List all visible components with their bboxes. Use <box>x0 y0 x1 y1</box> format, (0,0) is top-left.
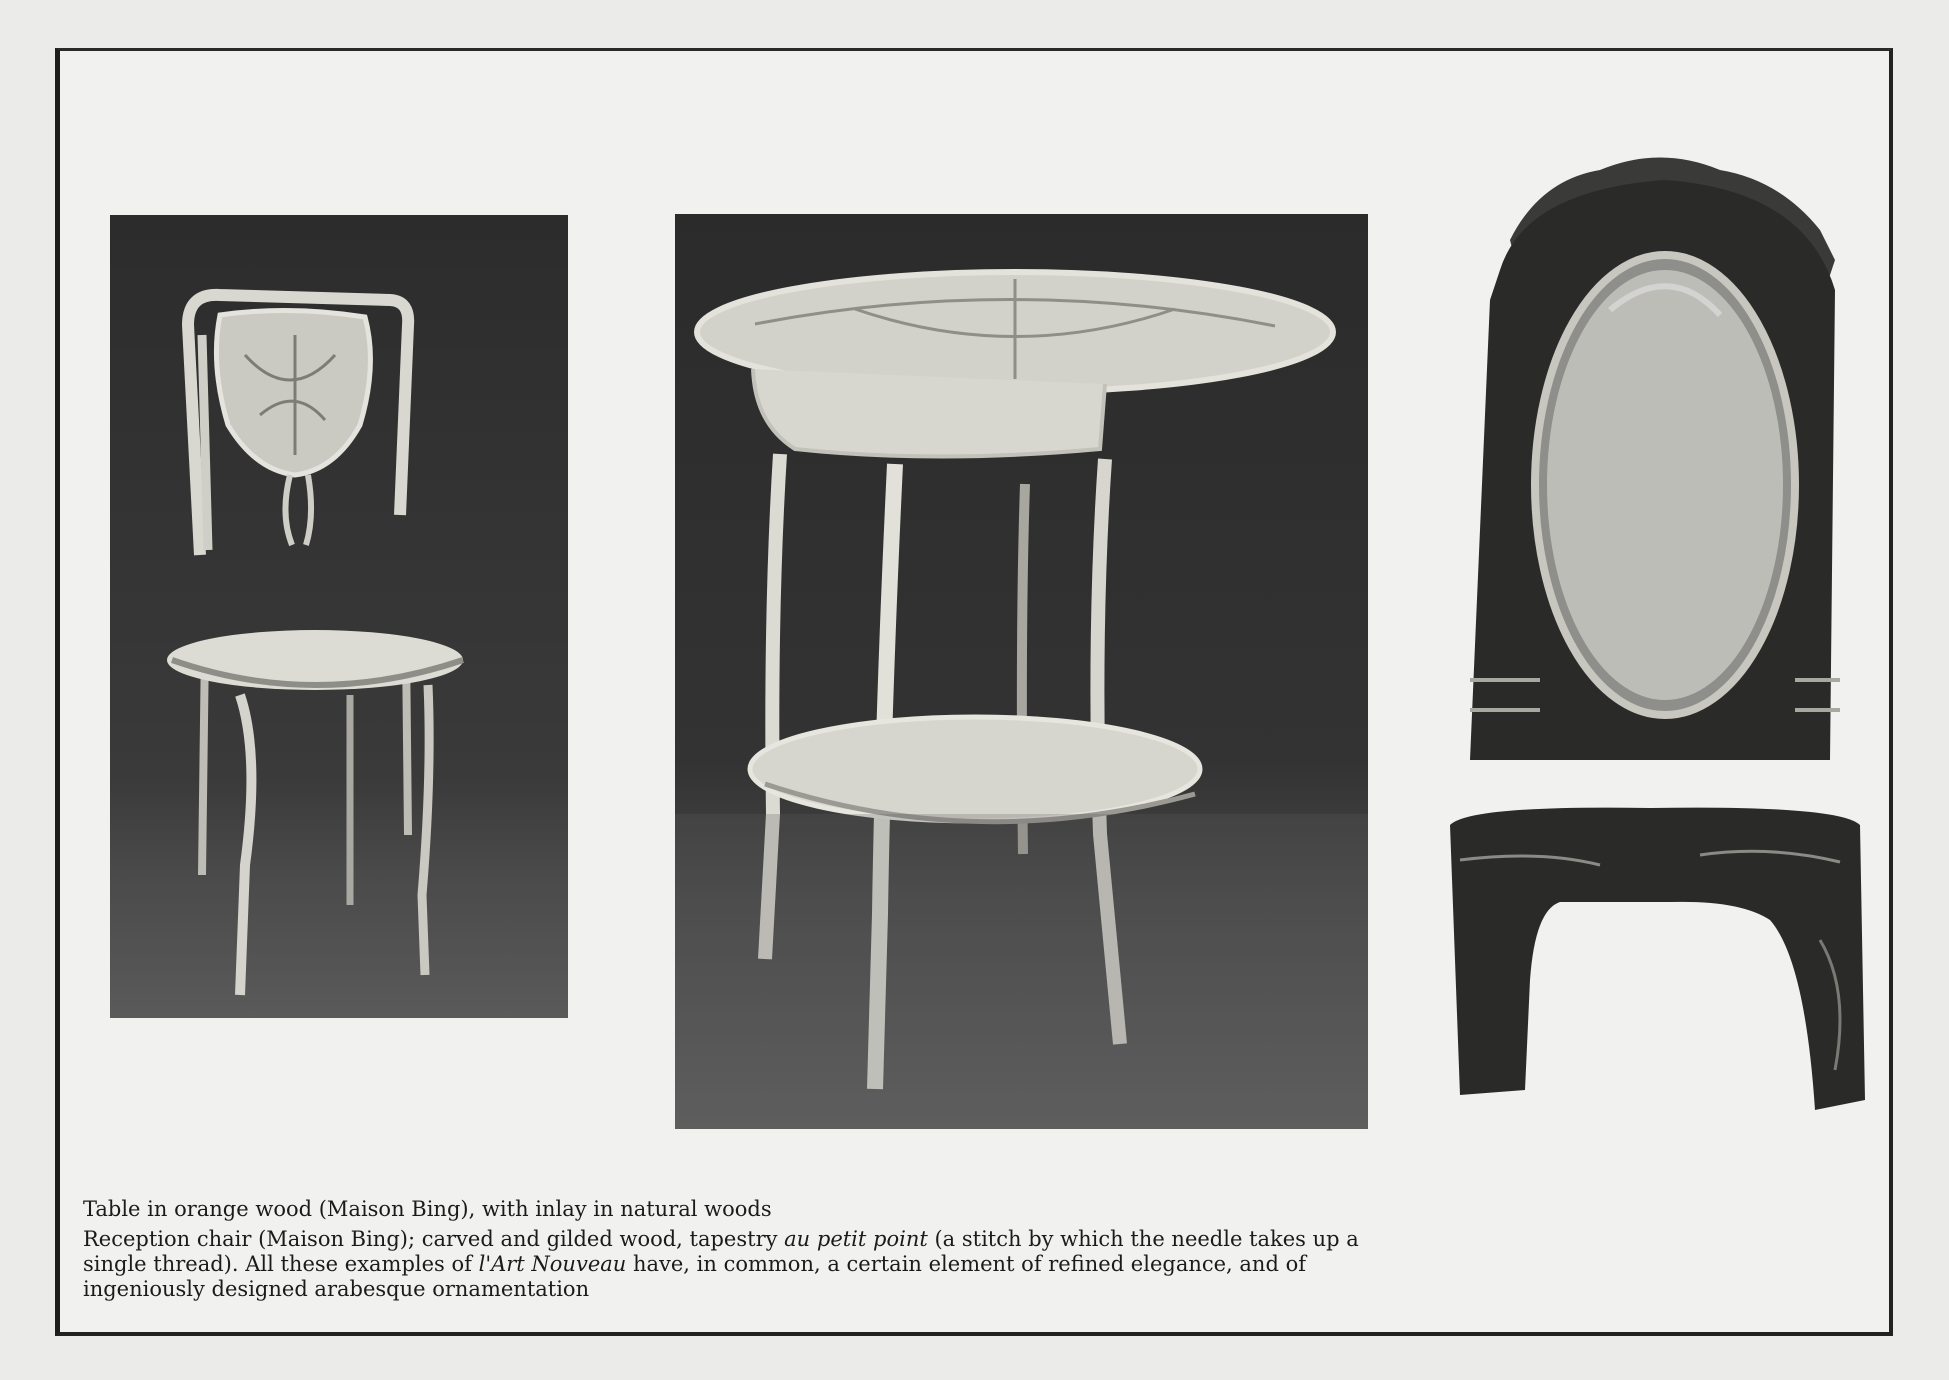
chair-photograph <box>110 215 568 1018</box>
table-illustration <box>675 214 1368 1129</box>
caption-chair-text-3: have, in common, a certain element of refined elegance, and of ingeniously designed arabesque ornamentation <box>83 1252 1306 1301</box>
caption-italic-au-petit-point: au petit point <box>784 1227 928 1251</box>
caption-table: Table in orange wood (Maison Bing), with inlay in natural woods <box>83 1197 772 1221</box>
plate-caption <box>83 1197 1363 1302</box>
mirror-photograph <box>1440 140 1870 1230</box>
table-photograph <box>675 214 1368 1129</box>
caption-chair <box>83 1227 1363 1302</box>
chair-illustration <box>110 215 568 1018</box>
caption-italic-art-nouveau: l'Art Nouveau <box>478 1252 627 1276</box>
caption-chair-text-2: (a stitch by which the needle takes up a single thread). All these examples of <box>83 1227 1359 1276</box>
mirror-illustration <box>1440 140 1870 1230</box>
caption-chair-text-1: Reception chair (Maison Bing); carved and gilded wood, tapestry <box>83 1227 785 1251</box>
